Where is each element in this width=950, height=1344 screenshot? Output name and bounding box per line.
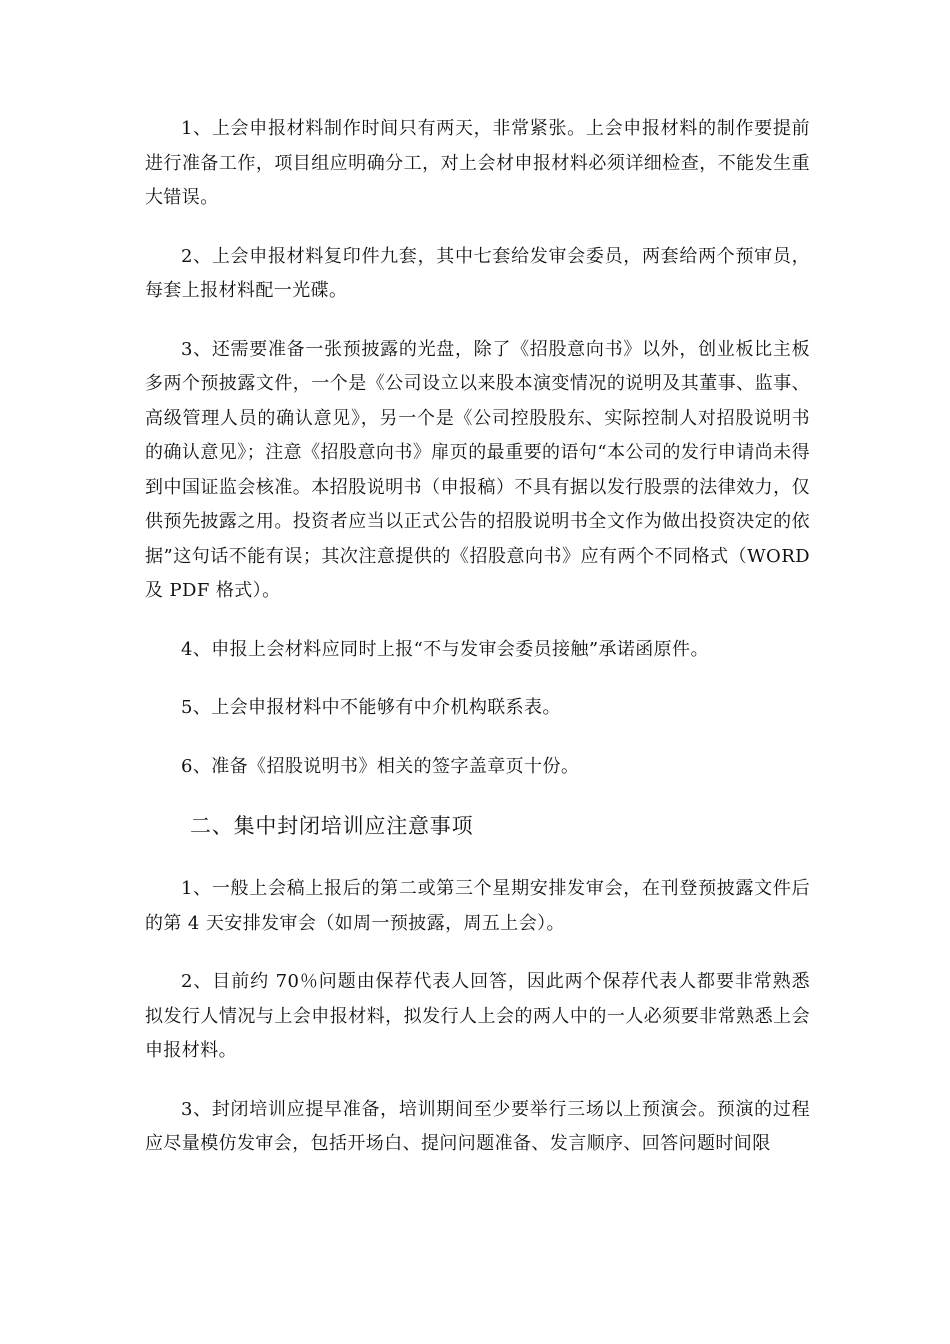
- section-heading: 二、集中封闭培训应注意事项: [190, 814, 474, 838]
- paragraph-1-6: 6、准备《招股说明书》相关的签字盖章页十份。: [181, 755, 580, 777]
- paragraph-2-3: 3、封闭培训应提早准备，培训期间至少要举行三场以上预演会。预演的过程应尽量模仿发审会，包括开场白、提问问题准备、发言顺序、回答问题时间限: [145, 1098, 810, 1154]
- paragraph-1-5: 5、上会申报材料中不能够有中介机构联系表。: [181, 697, 561, 718]
- document-page: [145, 112, 810, 1186]
- paragraph-1-2: 2、上会申报材料复印件九套，其中七套给发审会委员，两套给两个预审员，每套上报材料配一光碟。: [145, 245, 810, 301]
- paragraph-2-1: 1、一般上会稿上报后的第二或第三个星期安排发审会，在刊登预披露文件后的第 4 天安排发审会（如周一预披露，周五上会）。: [145, 878, 810, 934]
- paragraph-1-3: 3、还需要准备一张预披露的光盘，除了《招股意向书》以外，创业板比主板多两个预披露文件，一个是《公司设立以来股本演变情况的说明及其董事、监事、高级管理人员的确认意见》，另一个是《公司控股股东、实际控制人对招股说明书的确认意见》；注意《招股意向书》扉页的最重要的语句“本公司的发行申请尚未得到中国证监会核准。本招股说明书（申报稿）不具有据以发行股票的法律效力，仅供预先披露之用。投资者应当以正式公告的招股说明书全文作为做出投资决定的依据”这句话不能有误；其次注意提供的《招股意向书》应有两个不同格式（WORD 及 PDF 格式）。: [145, 338, 810, 601]
- paragraph-2-2: 2、目前约 70％问题由保荐代表人回答，因此两个保荐代表人都要非常熟悉拟发行人情况与上会申报材料，拟发行人上会的两人中的一人必须要非常熟悉上会申报材料。: [145, 971, 810, 1061]
- paragraph-1-1: 1、上会申报材料制作时间只有两天，非常紧张。上会申报材料的制作要提前进行准备工作，项目组应明确分工，对上会材申报材料必须详细检查，不能发生重大错误。: [145, 118, 810, 208]
- paragraph-1-4: 4、申报上会材料应同时上报“不与发审会委员接触”承诺函原件。: [181, 638, 709, 660]
